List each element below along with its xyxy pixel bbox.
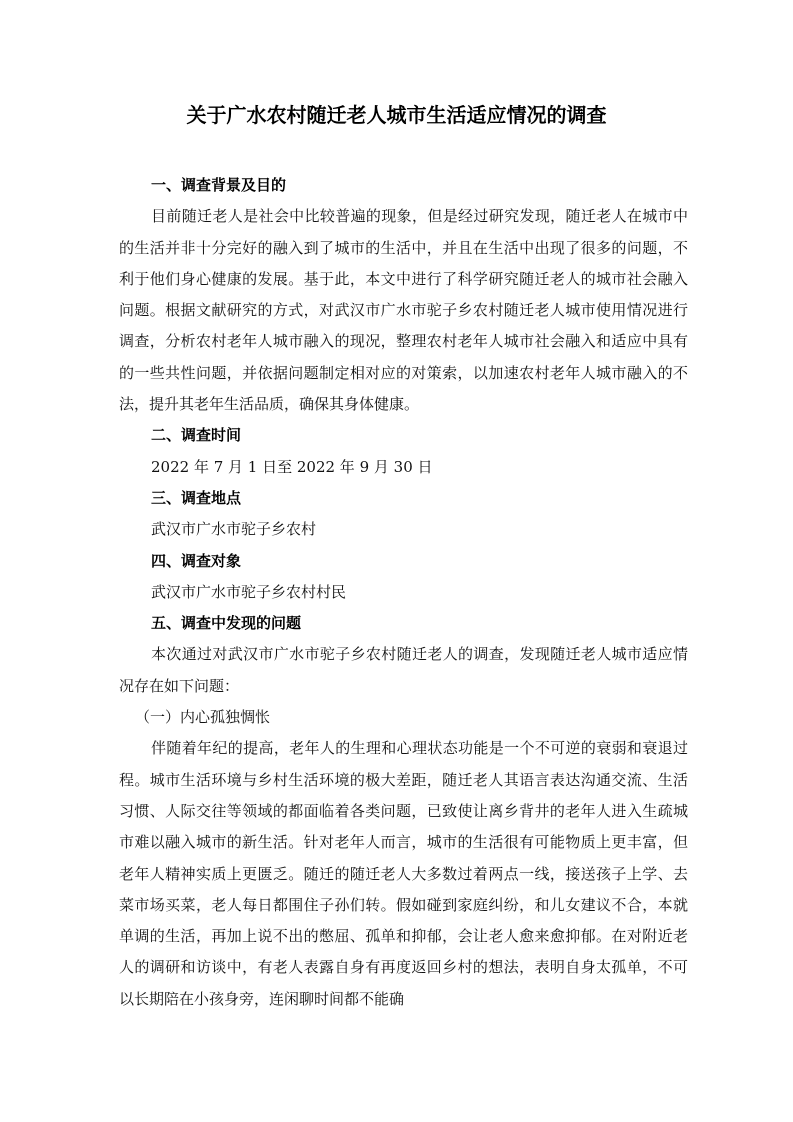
- section-heading-problems: 五、调查中发现的问题: [151, 614, 302, 633]
- section-body-background: 目前随迁老人是社会中比较普遍的现象，但是经过研究发现，随迁老人在城市中的生活并非十分完好的融入到了城市的生活中，并且在生活中出现了很多的问题，不利于他们身心健康的发展。基于此，本文中进行了科学研究随迁老人的城市社会融入问题。根据文献研究的方式，对武汉市广水市驼子乡农村随迁老人城市使用情况进行调查，分析农村老年人城市融入的现况，整理农村老年人城市社会融入和适应中具有的一些共性问题，并依据问题制定相对应的对策索，以加速农村老年人城市融入的不法，提升其老年生活品质，确保其身体健康。: [119, 207, 688, 414]
- subsection-body-loneliness: 伴随着年纪的提高，老年人的生理和心理状态功能是一个不可逆的衰弱和衰退过程。城市生活环境与乡村生活环境的极大差距，随迁老人其语言表达沟通交流、生活习惯、人际交往等领域的都面临着各类问题，已致使让离乡背井的老年人进入生疏城市难以融入城市的新生活。针对老年人而言，城市的生活很有可能物质上更丰富，但老年人精神实质上更匮乏。随迁的随迁老人大多数过着两点一线，接送孩子上学、去菜市场买菜，老人每日都围住子孙们转。假如碰到家庭纠纷，和儿女建议不合，本就单调的生活，再加上说不出的憋屈、孤单和抑郁，会让老人愈来愈抑郁。在对附近老人的调研和访谈中，有老人表露自身有再度返回乡村的想法，表明自身太孤单，不可以长期陪在小孩身旁，连闲聊时间都不能确: [119, 739, 688, 1008]
- document-title: 关于广水农村随迁老人城市生活适应情况的调查: [186, 103, 607, 127]
- section-heading-time: 二、调查时间: [151, 426, 242, 445]
- section-heading-background: 一、调查背景及目的: [151, 176, 287, 194]
- section-body-location: 武汉市广水市驼子乡农村: [151, 520, 317, 539]
- section-body-problems-intro: 本次通过对武汉市广水市驼子乡农村随迁老人的调查，发现随迁老人城市适应情况存在如下问题：: [119, 645, 688, 695]
- subsection-heading-loneliness: （一）内心孤独惆怅: [135, 708, 271, 727]
- document-body: [119, 170, 688, 1015]
- section-heading-location: 三、调查地点: [151, 488, 242, 507]
- section-heading-subjects: 四、调查对象: [151, 551, 242, 570]
- section-body-time: 2022 年 7 月 1 日至 2022 年 9 月 30 日: [151, 457, 433, 476]
- section-body-subjects: 武汉市广水市驼子乡农村村民: [151, 582, 347, 601]
